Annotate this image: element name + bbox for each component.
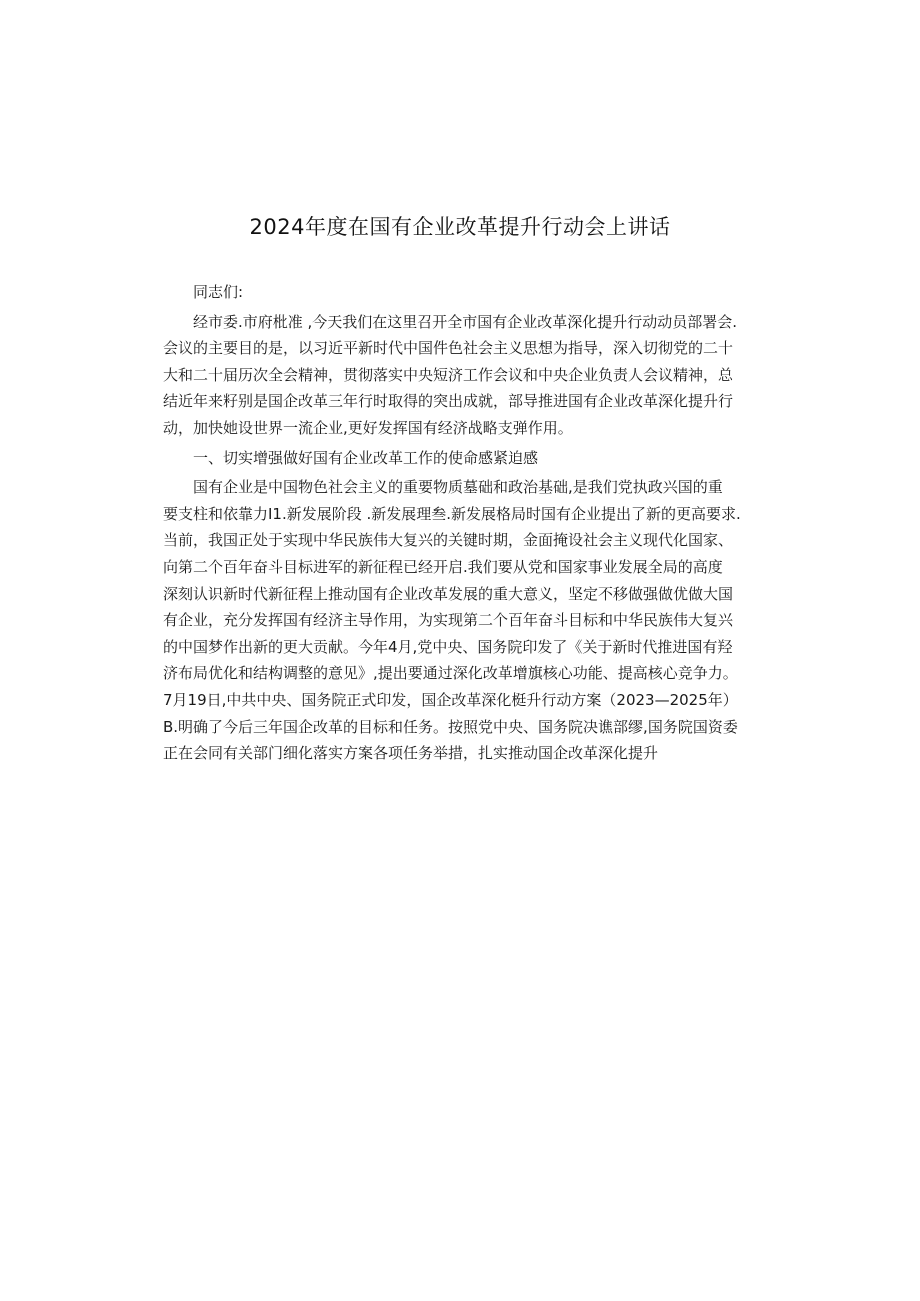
paragraph-line: 正在会同有关部门细化落实方案各项任务举措，扎实推动国企改革深化提升	[163, 744, 659, 763]
paragraph-line: 动，加快她设世界一流企业,更好发挥国有经济战略支弹作用。	[163, 418, 573, 437]
paragraph-line: B.明确了今后三年国企改革的目标和任务。按照党中央、国务院决谯部缪,国务院国资委	[163, 717, 738, 736]
paragraph-line: 要支柱和依靠力I1.新发展阶段 .新发展理叁.新发展格局时国有企业提出了新的更高要求.	[163, 504, 741, 523]
document-body	[163, 279, 755, 767]
paragraph-line: 结近年来籽别是国企改革三年行时取得的突出成就，部导推进国有企业改革深化提升行	[163, 392, 734, 411]
paragraph-2	[163, 474, 755, 767]
paragraph-line: 大和二十届历次全会精神，贯彻落实中央短济工作会议和中央企业负责人会议精神，总	[163, 365, 734, 384]
paragraph-line: 有企业，充分发挥国有经济主导作用，为实现第二个百年奋斗目标和中华民族伟大复兴	[163, 611, 734, 630]
paragraph-1	[163, 309, 755, 442]
paragraph-line: 向第二个百年奋斗目标进军的新征程已经开启.我们要从党和国家事业发展全局的高度	[163, 557, 723, 576]
paragraph-line: 国有企业是中国物色社会主义的重要物质墓础和政治基础,是我们党执政兴国的重	[193, 478, 723, 497]
paragraph-line: 经市委.市府枇准 ,今天我们在这里召开全市国有企业改革深化提升行动动员部署会.	[193, 312, 738, 331]
section-heading-1: 一、切实增强做好国有企业改革工作的使命感紧迫感	[193, 448, 539, 467]
paragraph-line: 会议的主要目的是，以习近平新时代中国件色社会主义思想为指导，深入切彻党的二十	[163, 339, 734, 358]
paragraph-line: 7月19日,中共中央、国务院正式印发，国企改革深化梃升行动方案（2023—2025年）	[163, 690, 738, 709]
document-title: 2024年度在国有企业改革提升行动会上讲话	[249, 215, 671, 239]
paragraph-line: 深刻认识新时代新征程上推动国有企业改革发展的重大意义，坚定不移做强做优做大国	[163, 584, 734, 603]
paragraph-line: 的中国梦作出新的更大贡献。今年4月,党中央、国务院印发了《关于新时代推进国有羟	[163, 637, 733, 656]
paragraph-line: 济布局优化和结构调整的意见》,提出要通过深化改革增旗核心功能、提高核心竞争力。	[163, 664, 738, 683]
salutation: 同志们:	[193, 283, 244, 301]
paragraph-line: 当前，我国正处于实现中华民族伟大复兴的关键时期，金面掩设社会主义现代化国家、	[163, 531, 734, 550]
